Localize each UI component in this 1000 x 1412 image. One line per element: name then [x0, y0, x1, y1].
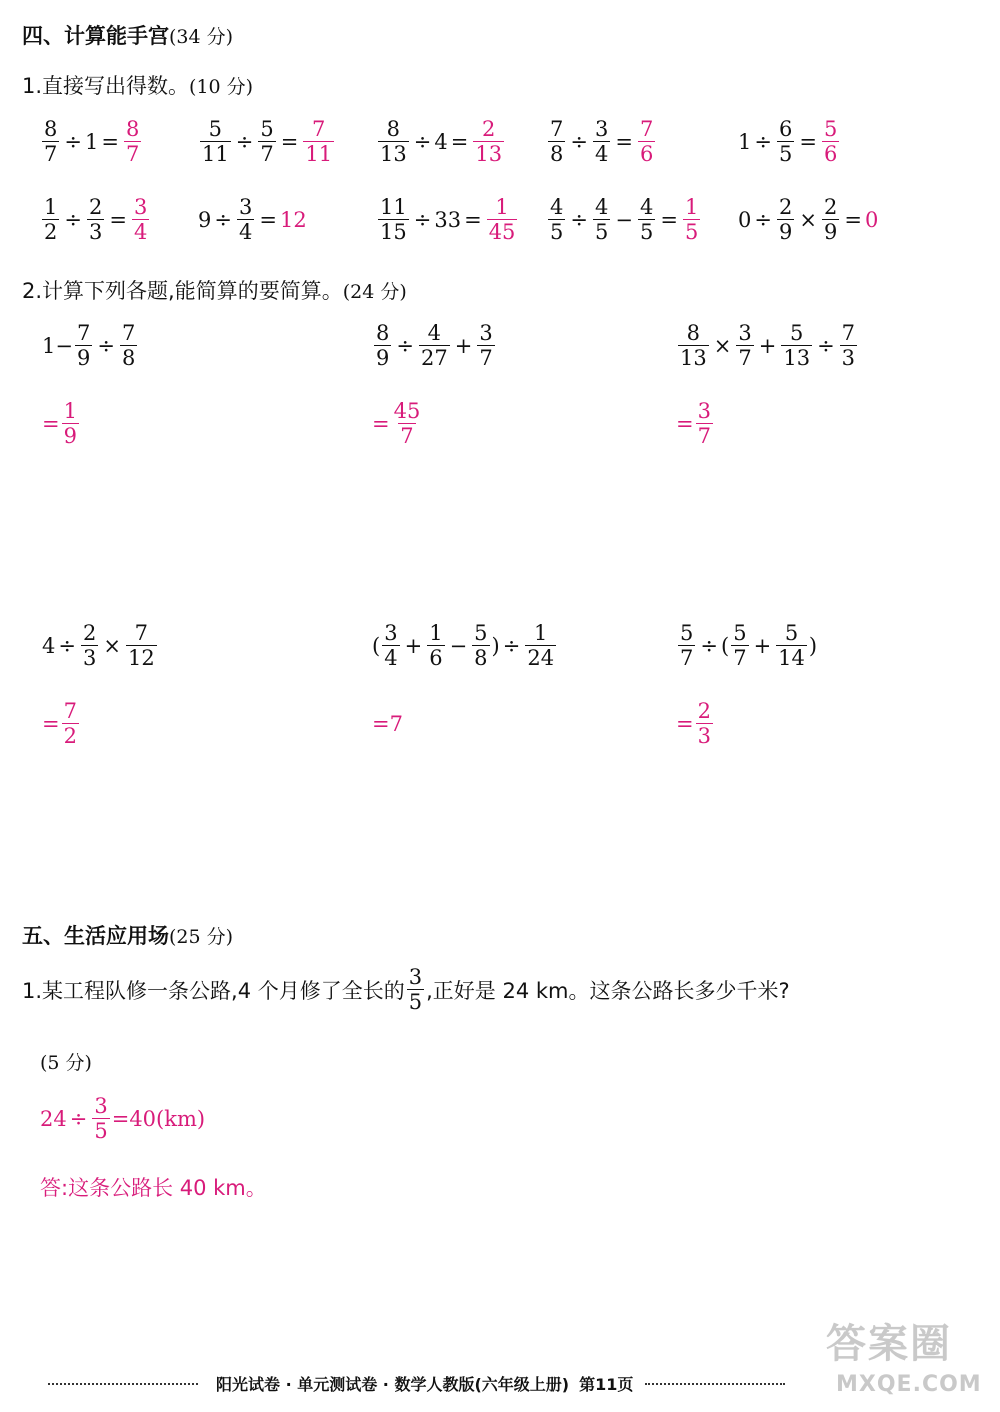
answer: $\frac{5}{6}$: [823, 117, 838, 167]
answer: $\frac{1}{45}$: [488, 195, 516, 245]
app-calc: 24 ÷ $\frac{3}{5}$ =40(km): [40, 1094, 206, 1144]
q1-item-5: 1 ÷ $\frac{6}{5}$ = $\frac{5}{6}$: [738, 117, 838, 167]
q2-answer-5: = 7: [372, 712, 403, 736]
answer: $\frac{1}{5}$: [684, 195, 699, 245]
q1-item-1: $\frac{8}{7}$ ÷ 1 = $\frac{8}{7}$: [44, 117, 140, 167]
q1-item-2: $\frac{5}{11}$ ÷ $\frac{5}{7}$ = $\frac{7}{11}$: [202, 117, 333, 167]
q2-item-1: 1− $\frac{7}{9}$ ÷ $\frac{7}{8}$: [42, 321, 136, 371]
footer-divider-left: [48, 1383, 198, 1385]
app-answer: 答:这条公路长 40 km。: [40, 1176, 267, 1200]
section-5-title: 五、生活应用场(25 分): [22, 924, 234, 948]
q1-item-8: $\frac{11}{15}$ ÷ 33 = $\frac{1}{45}$: [380, 195, 516, 245]
answer: $\frac{7}{11}$: [305, 117, 333, 167]
q1-item-4: $\frac{7}{8}$ ÷ $\frac{3}{4}$ = $\frac{7}{6}$: [550, 117, 654, 167]
app-question-1-score: (5 分): [40, 1052, 92, 1074]
answer: 0: [864, 207, 879, 232]
q2-item-6: $\frac{5}{7}$ ÷ ( 5 7 + $\frac{5}{14}$ ): [680, 621, 818, 671]
q1-item-10: 0 ÷ $\frac{2}{9}$ × $\frac{2}{9}$ = 0: [738, 195, 879, 245]
q2-item-5: ( 3 4 + $\frac{1}{6}$ − $\frac{5}{8}$ ) ÷ $\frac{1}{24}$: [372, 621, 555, 671]
answer: $\frac{3}{4}$: [133, 195, 148, 245]
q2-answer-3: = $\frac{3}{7}$: [676, 399, 711, 449]
watermark-logo: 答案圈: [826, 1321, 952, 1367]
footer-text: 阳光试卷 · 单元测试卷 · 数学人教版(六年级上册): [216, 1375, 570, 1394]
q1-title: 1.直接写出得数。(10 分): [22, 74, 254, 98]
section-4-title: 四、计算能手宫(34 分): [22, 24, 234, 48]
app-question-1: 1.某工程队修一条公路,4 个月修了全长的 3 5 ,正好是 24 km。这条公路长多少千米?: [22, 965, 790, 1015]
answer: $\frac{2}{13}$: [475, 117, 503, 167]
q1-item-6: $\frac{1}{2}$ ÷ $\frac{2}{3}$ = $\frac{3}{4}$: [44, 195, 148, 245]
q2-answer-6: = $\frac{2}{3}$: [676, 699, 711, 749]
q2-item-3: $\frac{8}{13}$ × $\frac{3}{7}$ + $\frac{5}{13}$ ÷ $\frac{7}{3}$: [680, 321, 856, 371]
footer: [48, 1372, 785, 1395]
answer: $\frac{7}{6}$: [639, 117, 654, 167]
q2-item-4: 4 ÷ $\frac{2}{3}$ × $\frac{7}{12}$: [42, 621, 155, 671]
answer: 12: [279, 207, 307, 232]
q2-answer-2: = $\frac{45}{7}$: [372, 399, 421, 449]
q1-item-7: 9 ÷ $\frac{3}{4}$ = 12: [198, 195, 307, 245]
watermark-url: MXQE.COM: [836, 1372, 982, 1397]
q2-title: 2.计算下列各题,能简算的要简算。(24 分): [22, 279, 407, 303]
q2-answer-1: = $\frac{1}{9}$: [42, 399, 77, 449]
q2-item-2: $\frac{8}{9}$ ÷ $\frac{4}{27}$ + $\frac{3}{7}$: [376, 321, 493, 371]
q1-item-3: $\frac{8}{13}$ ÷ 4 = $\frac{2}{13}$: [380, 117, 503, 167]
q2-answer-4: = $\frac{7}{2}$: [42, 699, 77, 749]
answer: $\frac{8}{7}$: [125, 117, 140, 167]
q1-item-9: $\frac{4}{5}$ ÷ $\frac{4}{5}$ − $\frac{4}{5}$ = $\frac{1}{5}$: [550, 195, 699, 245]
footer-divider-right: [645, 1383, 785, 1385]
page-number: 第11页: [579, 1375, 634, 1394]
